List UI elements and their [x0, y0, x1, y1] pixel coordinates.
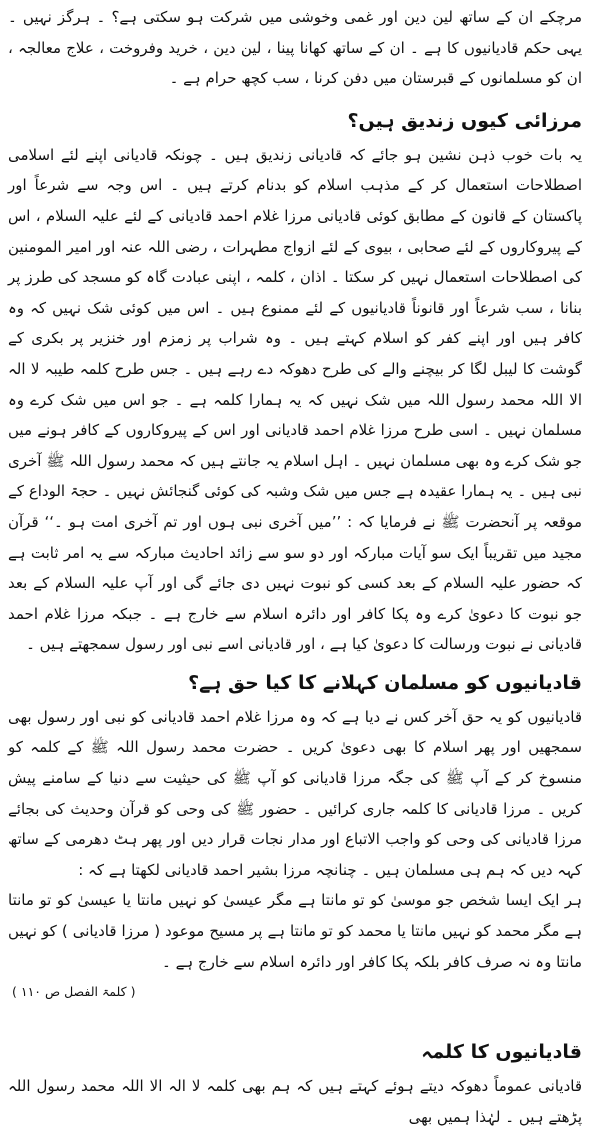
intro-paragraph: مرچکے ان کے ساتھ لین دین اور غمی وخوشی میں شرکت ہو سکتی ہے؟ ۔ ہرگز نہیں ۔ یہی حکم قادیانیوں کا ہے ۔ ان کے ساتھ کھانا پینا ، لین دین ، خرید وفروخت ، علاج معالجہ ، ان کو مسلمانوں کے قبرستان میں دفن کرنا ، سب کچھ حرام ہے ۔	[8, 8, 582, 88]
quote-citation: ( کلمۃ الفصل ص ۱۱۰ )	[12, 984, 136, 1000]
block-quote: ہر ایک ایسا شخص جو موسیٰ کو تو مانتا ہے مگر عیسیٰ کو نہیں مانتا یا عیسیٰ کو تو مانتا ہے مگر محمد کو نہیں مانتا یا محمد کو تو مانتا ہے پر مسیح موعود ( مرزا قادیانی ) کو نہیں مانتا وہ نہ صرف کافر بلکہ پکا کافر اور دائرہ اسلام سے خارج ہے ۔	[8, 891, 582, 971]
section-heading-kalima: قادیانیوں کا کلمہ	[421, 1041, 582, 1064]
section-heading-zindiq: مرزائی کیوں زندیق ہیں؟	[347, 109, 582, 132]
section-paragraph-muslim-claim: قادیانیوں کو یہ حق آخر کس نے دیا ہے کہ وہ مرزا غلام احمد قادیانی کو نبی اور رسول بھی سمجھیں اور پھر اسلام کا بھی دعویٰ کریں ۔ حضرت محمد رسول اللہ ﷺ کے کلمہ کو منسوخ کر کے آپ ﷺ کی جگہ مرزا قادیانی کو آپ ﷺ کی حیثیت سے دنیا کے سامنے پیش کریں ۔ مرزا قادیانی کا کلمہ جاری کرائیں ۔ حضور ﷺ کی وحی کو قرآن وحدیث کی بجائے مرزا قادیانی کی وحی کو واجب الاتباع اور مدار نجات قرار دیں اور پھر ہٹ دھرمی کے ساتھ کہہ دیں کہ ہم ہی مسلمان ہیں ۔ چنانچہ مرزا بشیر احمد قادیانی لکھتا ہے کہ :	[8, 707, 582, 879]
section-paragraph-kalima: قادیانی عموماً دھوکہ دیتے ہوئے کہتے ہیں کہ ہم بھی کلمہ لا الہ الا اللہ محمد رسول اللہ پڑھتے ہیں ۔ لہٰذا ہمیں بھی	[8, 1077, 582, 1126]
section-heading-muslim-claim: قادیانیوں کو مسلمان کہلانے کا کیا حق ہے؟	[188, 671, 582, 694]
section-paragraph-zindiq: یہ بات خوب ذہن نشین ہو جائے کہ قادیانی زندیق ہیں ۔ چونکہ قادیانی اپنے لئے اسلامی اصطلاحات استعمال کر کے مذہب اسلام کو بدنام کرتے ہیں ۔ اس وجہ سے شرعاً اور پاکستان کے قانون کے مطابق کوئی قادیانی مرزا غلام احمد قادیانی کے لئے علیہ السلام ، اس کے پیروکاروں کے لئے صحابی ، بیوی کے لئے ازواج مطہرات ، رضی اللہ عنہ اور امیر المومنین کی اصطلاحات استعمال نہیں کر سکتا ۔ اذان ، کلمہ ، اپنی عبادت گاہ کو مسجد کی طرز پر بنانا ، سب شرعاً اور قانوناً قادیانیوں کے لئے ممنوع ہیں ۔ اس میں کوئی شک نہیں کہ وہ کافر ہیں اور اپنے کفر کو اسلام کہتے ہیں ۔ وہ شراب پر زمزم اور خنزیر پر بکری کے گوشت کا لیبل لگا کر بیچنے والے کی طرح دھوکہ دے رہے ہیں ۔ جس طرح کلمہ طیبہ لا الہ الا اللہ محمد رسول اللہ میں شک نہیں کہ یہ ہمارا کلمہ ہے ۔ جو اس میں شک کرے وہ مسلمان نہیں ۔ اسی طرح مرزا غلام احمد قادیانی اور اس کے پیروکاروں کے کافر ہونے میں جو شک کرے وہ بھی مسلمان نہیں ۔ اہل اسلام یہ جانتے ہیں کہ محمد رسول اللہ ﷺ آخری نبی ہیں ۔ یہ ہمارا عقیدہ ہے جس میں شک وشبہ کی کوئی گنجائش نہیں ۔ حجۃ الوداع کے موقعہ پر آنحضرت ﷺ نے فرمایا کہ : ’’میں آخری نبی ہوں اور تم آخری امت ہو ۔‘‘ قرآن مجید میں تقریباً ایک سو آیات مبارکہ اور دو سو سے زائد احادیث مبارکہ سے یہ امر ثابت ہے کہ حضور علیہ السلام کے بعد کسی کو نبوت نہیں دی جائے گی اور آپ علیہ السلام کے بعد جو نبوت کا دعویٰ کرے وہ پکا کافر اور دائرہ اسلام سے خارج ہے ۔ جبکہ مرزا غلام احمد قادیانی نے نبوت ورسالت کا دعویٰ کیا ہے ، اور قادیانی اسے نبی اور رسول سمجھتے ہیں ۔	[8, 145, 582, 654]
